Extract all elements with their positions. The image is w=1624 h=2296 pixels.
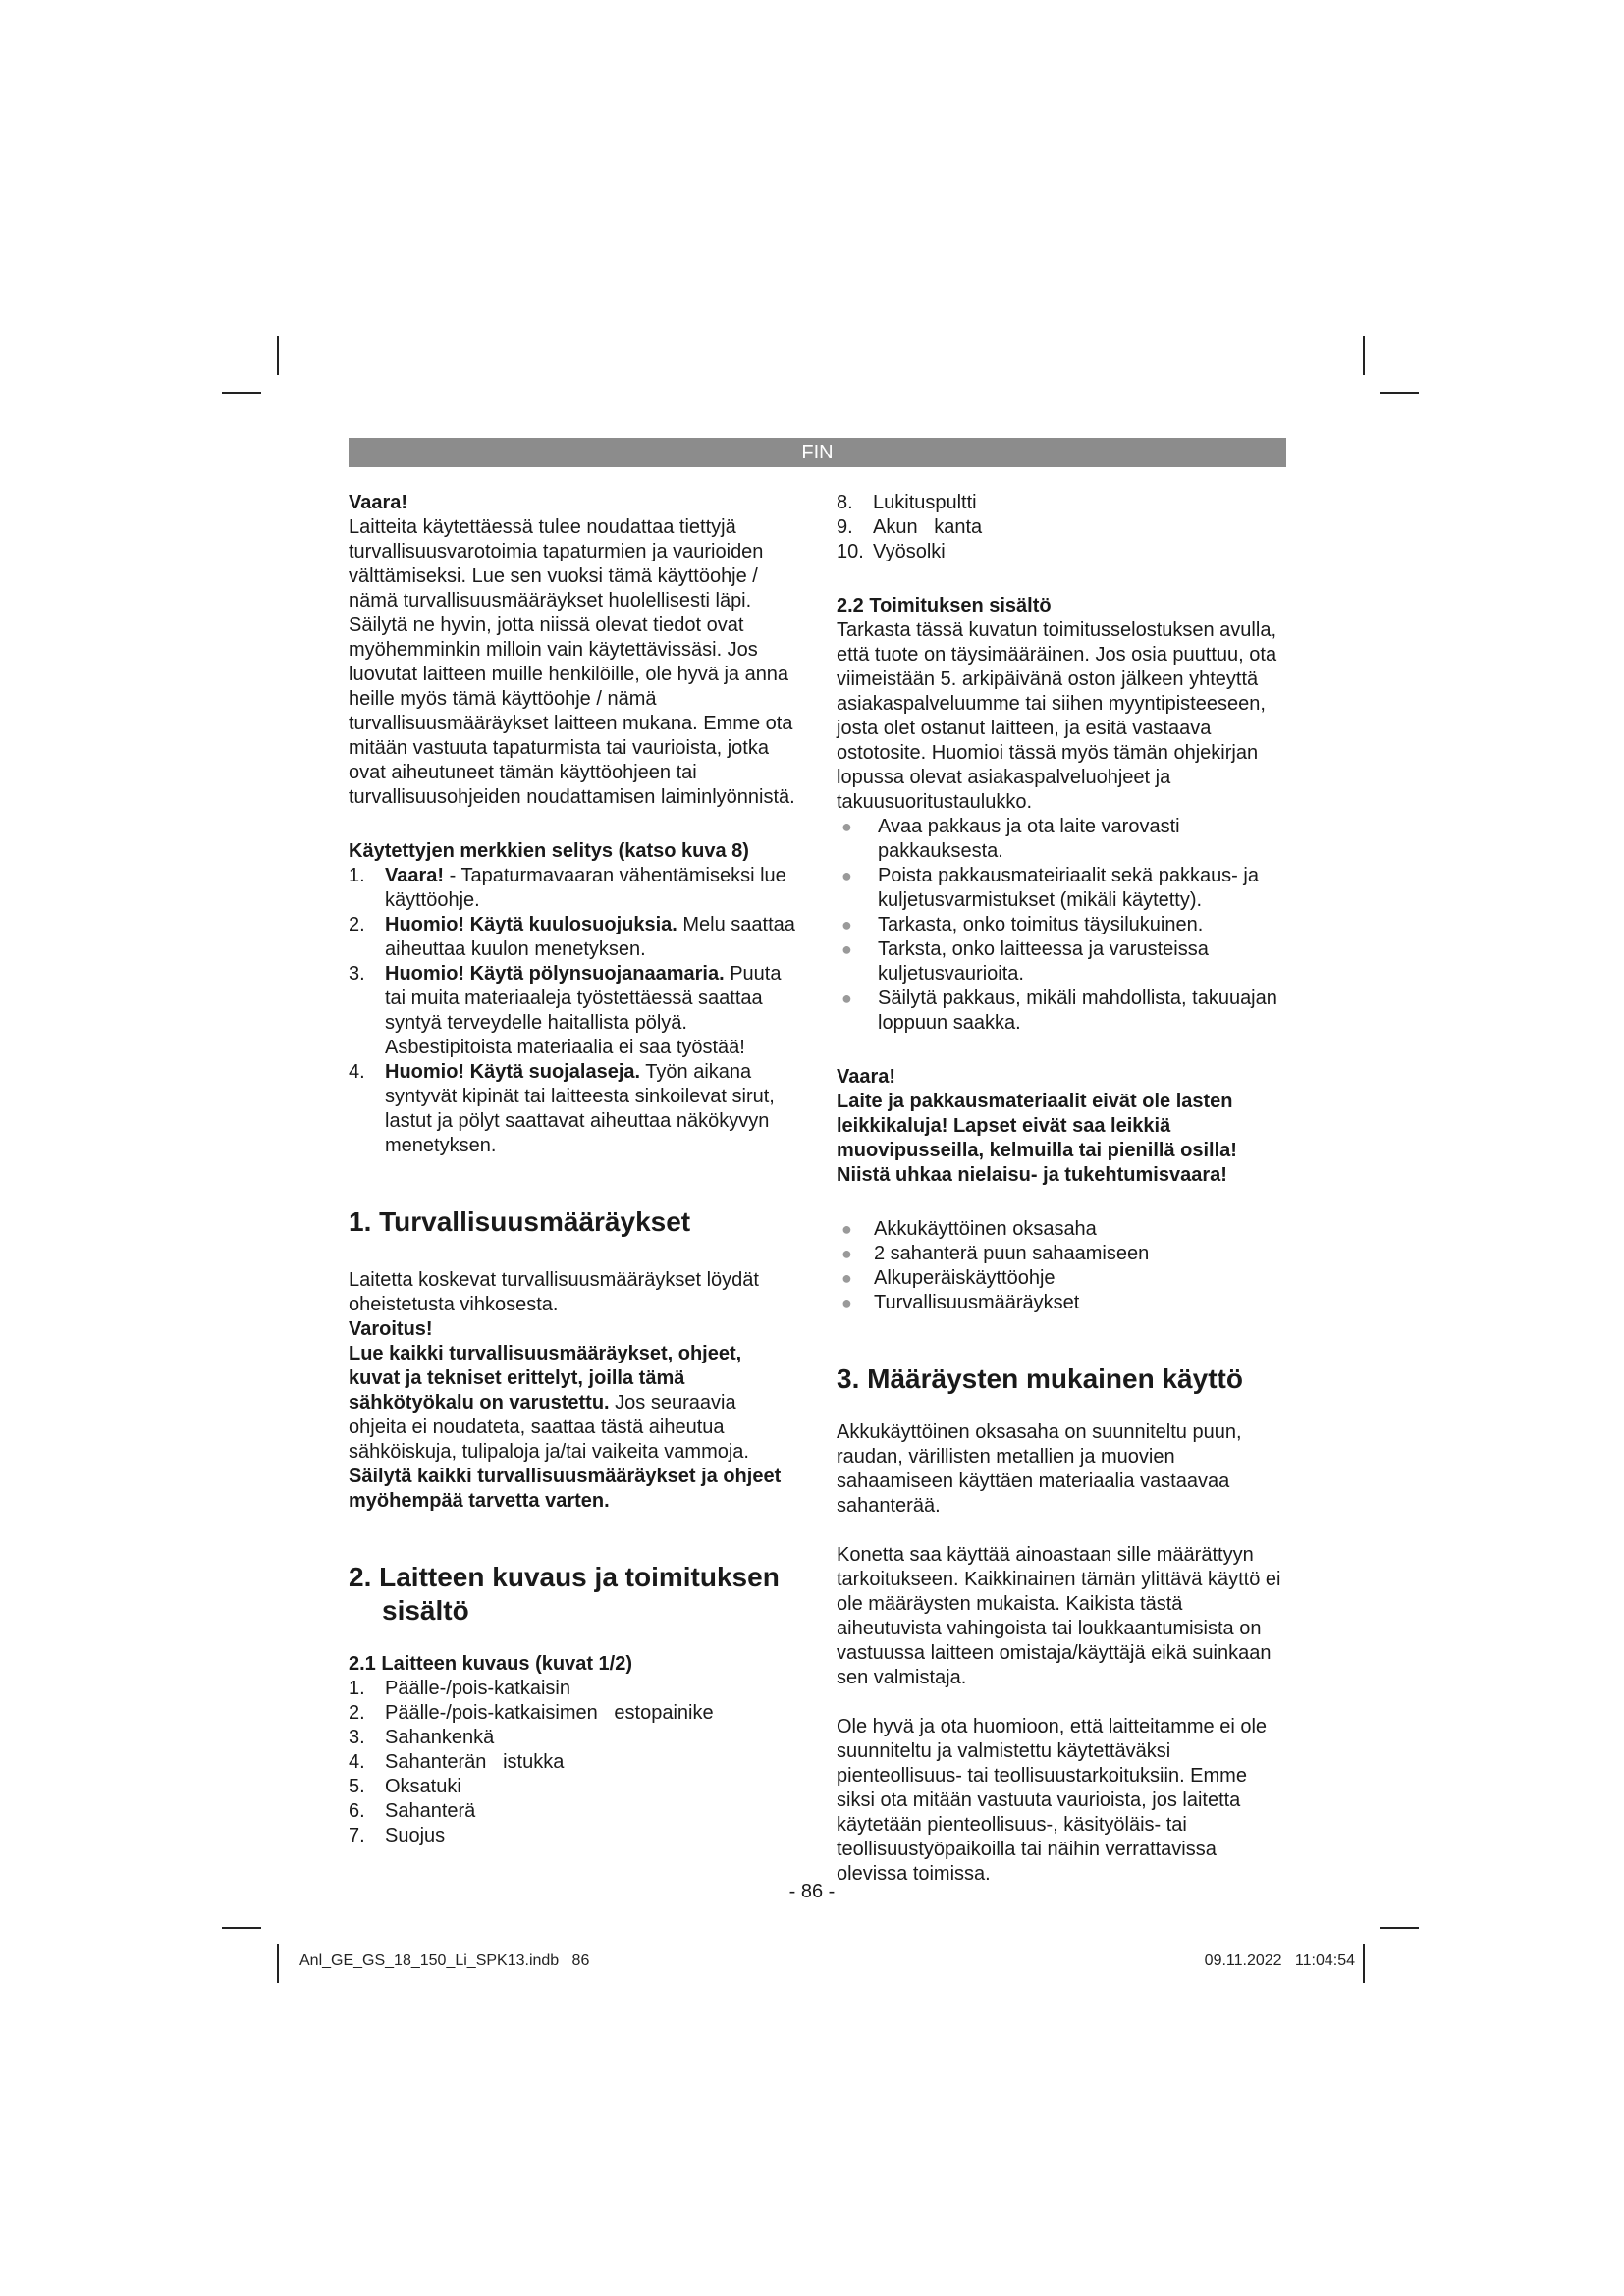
section-3-heading: 3. Määräysten mukainen käyttö xyxy=(837,1363,1243,1394)
list-item: 4. Sahanterän istukka xyxy=(349,1751,565,1773)
list-item: 1. Päälle-/pois-katkaisin xyxy=(349,1678,570,1699)
list-item: 5. Oksatuki xyxy=(349,1776,461,1797)
list-item: 3. Sahankenkä xyxy=(349,1727,495,1748)
list-item: 1. Vaara! - Tapaturmavaaran vähentämiseksi lue käyttöohje. xyxy=(349,865,786,911)
parts-list-continued xyxy=(837,491,1286,564)
section-2-heading: 2. Laitteen kuvaus ja toimituksen sisältö xyxy=(349,1562,780,1626)
warning-3-title: Vaara! xyxy=(837,1066,896,1088)
right-column xyxy=(837,491,1286,1887)
list-item: 2. Päälle-/pois-katkaisimen estopainike xyxy=(349,1702,714,1724)
crop-mark xyxy=(1363,1944,1365,1983)
subsection-2-2-text: Tarkasta tässä kuvatun toimitusselostuksen avulla, että tuote on täysimääräinen. Jos osia puuttuu, ota viimeistään 5. arkipäivänä oston jälkeen yhteyttä asiakaspalveluumme tai siihen myyntipisteeseen, josta olet ostanut laitteen, ja esitä vastaava ostotosite. Huomioi tässä myös tämän ohjekirjan lopussa olevat asiakaspalveluohjeet ja takuusuoritustaulukko. xyxy=(837,619,1277,813)
page-number: - 86 - xyxy=(788,1881,836,1902)
list-item: ● Säilytä pakkaus, mikäli mahdollista, takuuajan loppuun saakka. xyxy=(841,988,1277,1034)
list-item: 4. Huomio! Käytä suojalaseja. Työn aikana syntyvät kipinät tai laitteesta sinkoilevat sirut, lastut ja pölyt saattavat aiheuttaa näkökyvyn menetyksen. xyxy=(349,1061,775,1156)
list-item: ● 2 sahanterä puun sahaamiseen xyxy=(841,1243,1150,1264)
list-item: 3. Huomio! Käytä pölynsuojanaamaria. Puuta tai muita materiaaleja työstettäessä saattaa syntyä terveydelle haitallista pölyä. Asbestipitoista materiaalia ei saa työstää! xyxy=(349,963,782,1058)
list-item: 2. Huomio! Käytä kuulosuojuksia. Melu saattaa aiheuttaa kuulon menetyksen. xyxy=(349,914,795,960)
warning-text: Laitteita käytettäessä tulee noudattaa tiettyjä turvallisuusvarotoimia tapaturmien ja vaurioiden välttämiseksi. Lue sen vuoksi tämä käyttöohje / nämä turvallisuusmääräykset huolellisesti läpi. Säilytä ne hyvin, jotta niissä olevat tiedot ovat myöhemminkin milloin vain käytettävissäsi. Jos luovutat laitteen muille henkilöille, ole hyvä ja anna heille myös tämä käyttöohje / nämä turvallisuusmääräykset laitteen mukana. Emme ota mitään vastuuta tapaturmista tai vaurioista, jotka ovat aiheutuneet tämän käyttöohjeen tai turvallisuusohjeiden noudattamisen laiminlyönnistä. xyxy=(349,516,795,808)
subsection-2-1-title: 2.1 Laitteen kuvaus (kuvat 1/2) xyxy=(349,1653,633,1675)
section-3-paragraph-2: Konetta saa käyttää ainoastaan sille määrättyyn tarkoitukseen. Kaikkinainen tämän ylittävä käyttö ei ole määräysten mukaista. Kaikista tästä aiheutuvista vahingoista tai loukkaantumisista on vastuussa laitteen omistaja/käyttäjä eikä suinkaan sen valmistaja. xyxy=(837,1544,1281,1688)
subsection-2-2-title: 2.2 Toimituksen sisältö xyxy=(837,595,1052,616)
crop-mark xyxy=(1380,392,1419,394)
package-contents xyxy=(837,1217,1286,1315)
section-1-intro: Laitetta koskevat turvallisuusmääräykset löydät oheistetusta vihkosesta. xyxy=(349,1269,759,1315)
list-item: ● Tarksta, onko laitteessa ja varusteissa kuljetusvaurioita. xyxy=(841,938,1209,985)
list-item: ● Poista pakkausmateiriaalit sekä pakkaus- ja kuljetusvarmistukset (mikäli käytetty). xyxy=(841,865,1259,911)
list-item: ● Alkuperäiskäyttöohje xyxy=(841,1267,1056,1289)
section-1-heading: 1. Turvallisuusmääräykset xyxy=(349,1206,691,1237)
list-item: ● Turvallisuusmääräykset xyxy=(841,1292,1080,1313)
crop-mark xyxy=(222,1927,261,1929)
list-item: 7. Suojus xyxy=(349,1825,446,1846)
list-item: 9. Akun kanta xyxy=(837,516,983,538)
delivery-steps xyxy=(837,815,1286,1036)
crop-mark xyxy=(222,392,261,394)
section-3-paragraph-1: Akkukäyttöinen oksasaha on suunniteltu puun, raudan, värillisten metallien ja muovien sahaamiseen käyttäen materiaalia vastaavaa sahanterää. xyxy=(837,1421,1242,1517)
footer-file: Anl_GE_GS_18_150_Li_SPK13.indb 86 xyxy=(299,1952,590,1969)
symbols-list xyxy=(349,864,795,1158)
list-item: ● Akkukäyttöinen oksasaha xyxy=(841,1218,1097,1240)
warning-3-text: Laite ja pakkausmateriaalit eivät ole lasten leikkikaluja! Lapset eivät saa leikkiä muovipusseilla, kelmuilla tai pienillä osilla! Niistä uhkaa nielaisu- ja tukehtumisvaara! xyxy=(837,1091,1237,1186)
list-item: 8. Lukituspultti xyxy=(837,492,977,513)
symbols-title: Käytettyjen merkkien selitys (katso kuva 8) xyxy=(349,840,749,862)
crop-mark xyxy=(1380,1927,1419,1929)
warning-2-text: Lue kaikki turvallisuusmääräykset, ohjeet, kuvat ja tekniset erittelyt, joilla tämä sähkötyökalu on varustettu. Jos seuraavia ohjeita ei noudateta, saattaa tästä aiheutua sähköiskuja, tulipaloja ja/tai vaikeita vammoja. xyxy=(349,1343,749,1463)
parts-list xyxy=(349,1677,795,1848)
footer-datetime: 09.11.2022 11:04:54 xyxy=(1204,1952,1355,1969)
language-header: FIN xyxy=(349,438,1286,467)
crop-mark xyxy=(277,336,279,375)
list-item: 6. Sahanterä xyxy=(349,1800,476,1822)
warning-2-title: Varoitus! xyxy=(349,1318,433,1340)
list-item: 10. Vyösolki xyxy=(837,541,946,562)
warning-2-keep: Säilytä kaikki turvallisuusmääräykset ja ohjeet myöhempää tarvetta varten. xyxy=(349,1466,782,1512)
section-3-paragraph-3: Ole hyvä ja ota huomioon, että laitteitamme ei ole suunniteltu ja valmistettu käytettäväksi pienteollisuus- tai teollisuustarkoituksiin. Emme siksi ota mitään vastuuta vaurioista, jos laitetta käytetään pienteollisuus-, käsityöläis- tai teollisuustyöpaikoilla tai näihin verrattavissa olevissa toimissa. xyxy=(837,1716,1268,1885)
crop-mark xyxy=(277,1944,279,1983)
left-column xyxy=(349,491,795,1848)
warning-title: Vaara! xyxy=(349,492,408,513)
list-item: ● Tarkasta, onko toimitus täysilukuinen. xyxy=(841,914,1204,935)
crop-mark xyxy=(1363,336,1365,375)
list-item: ● Avaa pakkaus ja ota laite varovasti pakkauksesta. xyxy=(841,816,1180,862)
